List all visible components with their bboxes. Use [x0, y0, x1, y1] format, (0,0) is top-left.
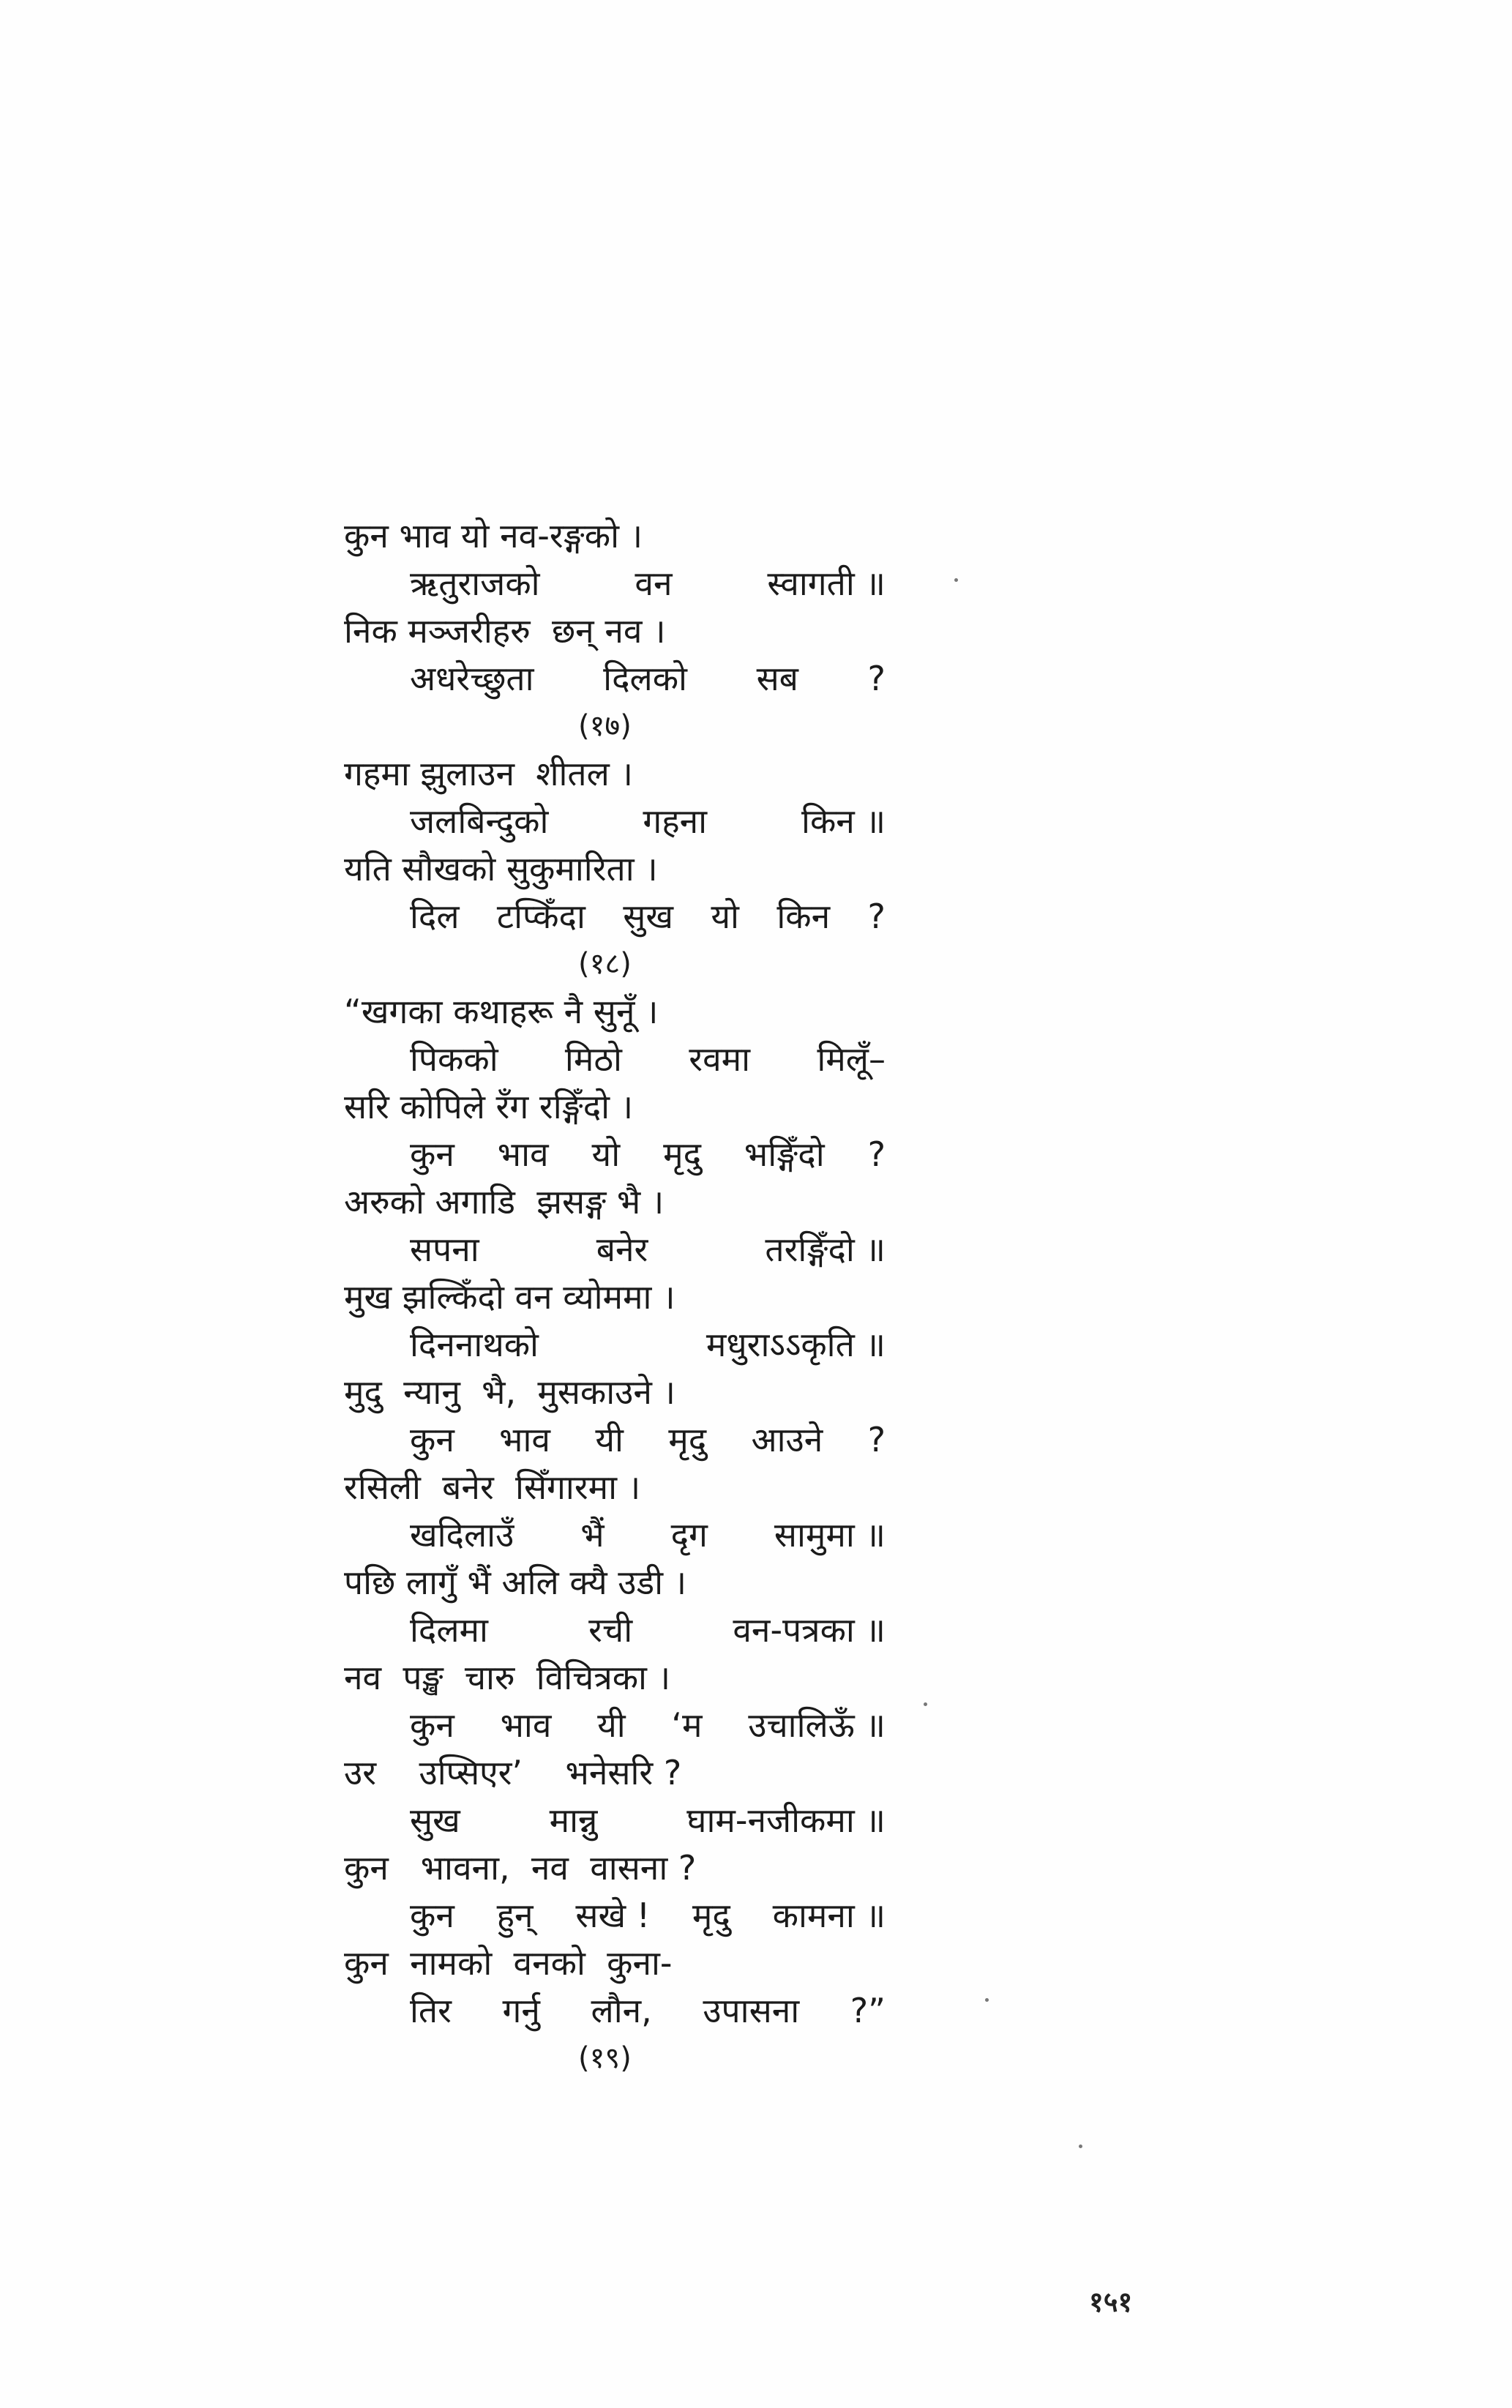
verse-line: कुन नामको वनको कुना- — [344, 1943, 673, 1983]
verse-line: पछि लागुँ भैं अलि क्यै उडी । — [344, 1563, 687, 1602]
verse-word: गहना — [643, 801, 708, 841]
verse-word: खदिलाउँ — [410, 1515, 514, 1555]
verse-word: ? — [867, 659, 886, 698]
verse-word: पिकको — [410, 1039, 498, 1079]
verse-line: मुख झल्किँदो वन व्योममा । — [344, 1277, 675, 1317]
verse-line-indented — [344, 560, 886, 607]
verse-word: ? — [867, 897, 886, 936]
verse-line-indented — [344, 1797, 886, 1844]
verse-word: टप्किँदा — [496, 897, 585, 936]
verse-word: ‘म — [671, 1705, 703, 1745]
verse-word: मृदु — [668, 1420, 707, 1459]
verse-word: सुख — [410, 1801, 460, 1840]
verse-word: आउने — [751, 1420, 823, 1459]
verse-line-indented — [344, 1131, 886, 1178]
verse-word: सुख — [623, 897, 673, 936]
verse-line-indented — [344, 1702, 886, 1749]
verse-word: कुन — [410, 1705, 454, 1745]
verse-word: सपना — [410, 1230, 479, 1269]
verse-word: अधरेच्छुता — [410, 659, 534, 698]
verse-line-indented — [344, 893, 886, 941]
stanza-number: (१९) — [578, 2041, 632, 2075]
verse-word: ? — [867, 1420, 886, 1459]
stanza-number: (१८) — [578, 947, 632, 981]
verse-word: दिननाथको — [410, 1325, 539, 1364]
verse-word: घाम-नजीकमा ॥ — [686, 1801, 886, 1840]
print-speck — [985, 1998, 989, 2002]
verse-line-indented — [344, 655, 886, 703]
verse-word: स्वागती ॥ — [767, 564, 886, 603]
verse-word: गर्नु — [502, 1991, 540, 2030]
verse-word: दिल — [410, 897, 460, 936]
verse-line: कुन भाव यो नव-रङ्गको । — [344, 516, 643, 556]
verse-word: सखे ! — [575, 1896, 651, 1935]
verse-word: कुन — [410, 1134, 454, 1174]
verse-word: सामुमा ॥ — [774, 1515, 886, 1555]
verse-word: तरङ्गिँदो ॥ — [765, 1230, 886, 1269]
verse-line: नव पङ्ख चारु विचित्रका । — [344, 1658, 671, 1697]
verse-line-indented — [344, 1607, 886, 1654]
verse-word: बनेर — [596, 1230, 648, 1269]
verse-word: ?” — [850, 1991, 886, 2030]
page-number: १५१ — [1089, 2286, 1133, 2318]
verse-word: वन — [635, 564, 673, 603]
poem-text — [344, 512, 886, 2082]
verse-line: “खगका कथाहरू नै सुनूँ । — [344, 992, 659, 1031]
verse-line-indented — [344, 1036, 886, 1083]
verse-word: भैं — [580, 1515, 605, 1555]
verse-word: यी — [595, 1420, 624, 1459]
verse-word: उचालिऊँ ॥ — [748, 1705, 886, 1745]
verse-word: कुन — [410, 1420, 454, 1459]
verse-word: भाव — [499, 1420, 550, 1459]
verse-word: दिलमा — [410, 1610, 488, 1650]
verse-line: अरुको अगाडि झसङ्ग भै । — [344, 1182, 665, 1222]
verse-word: ऋतुराजको — [410, 564, 540, 603]
verse-line-indented — [344, 1987, 886, 2035]
verse-word: ? — [867, 1134, 886, 1174]
verse-word: कामना ॥ — [772, 1896, 886, 1935]
verse-line-indented — [344, 1892, 886, 1940]
verse-word: मधुराऽऽकृति ॥ — [706, 1325, 886, 1364]
print-speck — [954, 578, 958, 582]
verse-word: हुन् — [496, 1896, 534, 1935]
stanza-number: (१७) — [578, 709, 632, 743]
verse-line: उर उप्सिएर’ भनेसरि ? — [344, 1753, 682, 1792]
verse-word: दिलको — [603, 659, 687, 698]
verse-word: भङ्गिँदो — [744, 1134, 825, 1174]
verse-word: कुन — [410, 1896, 454, 1935]
verse-line-indented — [344, 1416, 886, 1464]
verse-word: तिर — [410, 1991, 452, 2030]
verse-line: सरि कोपिले रँग रङ्गिँदो । — [344, 1087, 634, 1126]
verse-line-indented — [344, 798, 886, 845]
verse-word: यो — [711, 897, 739, 936]
verse-word: मान्नु — [549, 1801, 598, 1840]
verse-word: उपासना — [703, 1991, 800, 2030]
print-speck — [1079, 2145, 1082, 2148]
verse-word: भाव — [500, 1705, 552, 1745]
verse-word: मृदु — [663, 1134, 701, 1174]
verse-word: सब — [756, 659, 798, 698]
verse-line-indented — [344, 1511, 886, 1559]
verse-word: किन ॥ — [801, 801, 886, 841]
verse-line-indented — [344, 1226, 886, 1274]
verse-word: वन-पत्रका ॥ — [733, 1610, 886, 1650]
verse-word: मिलूँ– — [817, 1039, 886, 1079]
verse-word: भाव — [497, 1134, 549, 1174]
verse-word: रची — [588, 1610, 633, 1650]
verse-word: यो — [591, 1134, 621, 1174]
verse-word: जलबिन्दुको — [410, 801, 549, 841]
print-speck — [924, 1702, 927, 1706]
verse-line-indented — [344, 1321, 886, 1369]
verse-word: दृग — [670, 1515, 708, 1555]
verse-word: यी — [597, 1705, 626, 1745]
verse-line: गहमा झुलाउन शीतल । — [344, 754, 633, 793]
verse-line: कुन भावना, नव वासना ? — [344, 1848, 697, 1888]
verse-line: निक मञ्जरीहरु छन् नव । — [344, 611, 666, 651]
verse-word: मृदु — [692, 1896, 730, 1935]
verse-word: लौन, — [591, 1991, 652, 2030]
verse-line: मुदु न्यानु भै, मुसकाउने । — [344, 1372, 675, 1412]
verse-line: रसिली बनेर सिँगारमा । — [344, 1467, 641, 1507]
verse-word: मिठो — [564, 1039, 622, 1079]
verse-word: किन — [776, 897, 831, 936]
verse-word: रवमा — [689, 1039, 751, 1079]
verse-line: यति सौखको सुकुमारिता । — [344, 849, 658, 889]
